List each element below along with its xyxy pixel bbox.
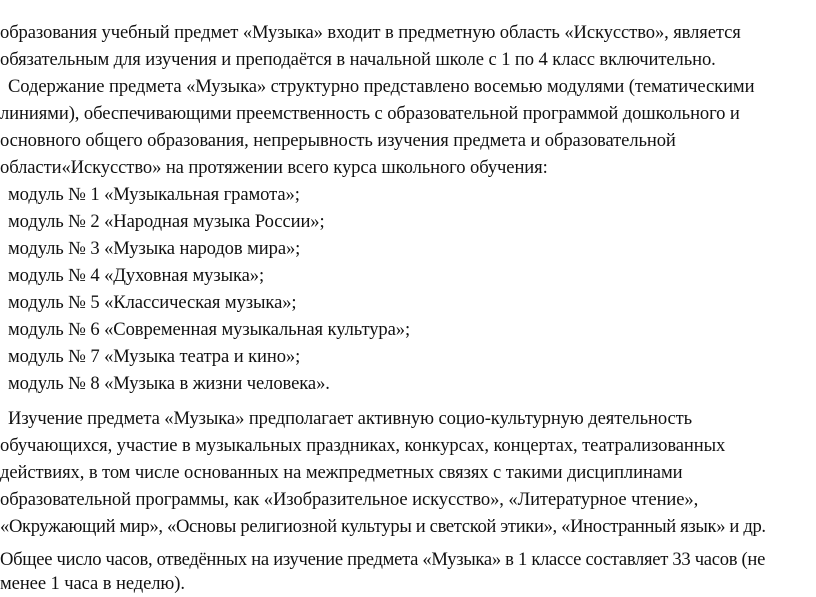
paragraph-line: Общее число часов, отведённых на изучение предмета «Музыка» в 1 классе составляет 33 часов (не bbox=[0, 549, 766, 570]
paragraph-line: «Окружающий мир», «Основы религиозной культуры и светской этики», «Иностранный язык» и др. bbox=[0, 516, 766, 537]
module-item: модуль № 6 «Современная музыкальная культура»; bbox=[8, 319, 411, 340]
paragraph-line: образовательной программы, как «Изобразительное искусство», «Литературное чтение», bbox=[0, 489, 699, 510]
module-item: модуль № 8 «Музыка в жизни человека». bbox=[8, 373, 330, 394]
module-item: модуль № 3 «Музыка народов мира»; bbox=[8, 238, 301, 259]
paragraph-line: области«Искусство» на протяжении всего курса школьного обучения: bbox=[0, 157, 548, 178]
paragraph-line: менее 1 часа в неделю). bbox=[0, 573, 185, 594]
paragraph-line: образования учебный предмет «Музыка» входит в предметную область «Искусство», является bbox=[0, 22, 741, 43]
paragraph-line: обязательным для изучения и преподаётся в начальной школе с 1 по 4 класс включительно. bbox=[0, 49, 716, 70]
paragraph-line: обучающихся, участие в музыкальных праздниках, конкурсах, концертах, театрализованных bbox=[0, 435, 726, 456]
paragraph-line: Содержание предмета «Музыка» структурно представлено восемью модулями (тематическими bbox=[8, 76, 755, 97]
paragraph-line: Изучение предмета «Музыка» предполагает активную социо-культурную деятельность bbox=[8, 408, 693, 429]
module-item: модуль № 5 «Классическая музыка»; bbox=[8, 292, 297, 313]
paragraph-line: действиях, в том числе основанных на межпредметных связях с такими дисциплинами bbox=[0, 462, 683, 483]
module-item: модуль № 2 «Народная музыка России»; bbox=[8, 211, 325, 232]
paragraph-line: основного общего образования, непрерывность изучения предмета и образовательной bbox=[0, 130, 676, 151]
module-item: модуль № 7 «Музыка театра и кино»; bbox=[8, 346, 301, 367]
module-item: модуль № 4 «Духовная музыка»; bbox=[8, 265, 265, 286]
paragraph-line: линиями), обеспечивающими преемственность с образовательной программой дошкольного и bbox=[0, 103, 740, 124]
module-item: модуль № 1 «Музыкальная грамота»; bbox=[8, 184, 300, 205]
